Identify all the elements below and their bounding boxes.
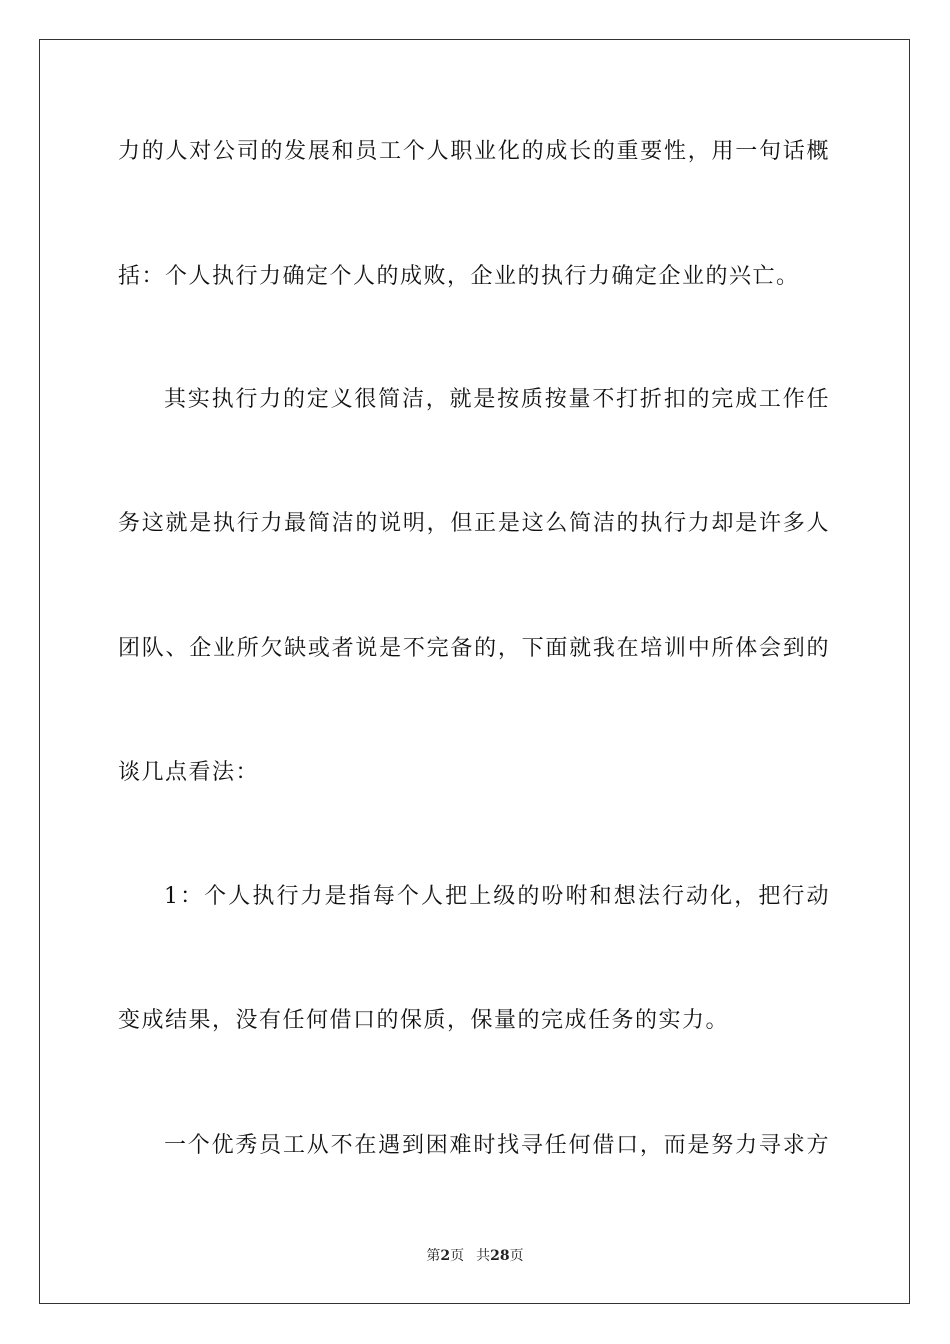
page-border [39,39,910,1304]
text-line-7: 1：个人执行力是指每个人把上级的吩咐和想法行动化，把行动 [164,884,830,909]
text-line-5: 团队、企业所欠缺或者说是不完备的，下面就我在培训中所体会到的 [118,636,830,661]
text-line-8: 变成结果，没有任何借口的保质，保量的完成任务的实力。 [118,1008,730,1033]
text-line-6: 谈几点看法： [118,760,260,785]
total-suffix: 页 [509,1248,524,1264]
total-prefix: 共 [476,1248,491,1264]
text-line-9: 一个优秀员工从不在遇到困难时找寻任何借口，而是努力寻求方 [164,1133,830,1158]
text-line-3: 其实执行力的定义很简洁，就是按质按量不打折扣的完成工作任 [164,387,830,412]
page-suffix: 页 [450,1248,465,1264]
page-prefix: 第 [426,1248,441,1264]
text-line-2: 括：个人执行力确定个人的成败，企业的执行力确定企业的兴亡。 [118,264,800,289]
text-line-4: 务这就是执行力最简洁的说明，但正是这么简洁的执行力却是许多人 [118,511,830,536]
page-footer [0,1246,950,1266]
total-pages: 28 [490,1248,510,1264]
page-number: 2 [440,1248,451,1264]
text-line-1: 力的人对公司的发展和员工个人职业化的成长的重要性，用一句话概 [118,139,830,164]
